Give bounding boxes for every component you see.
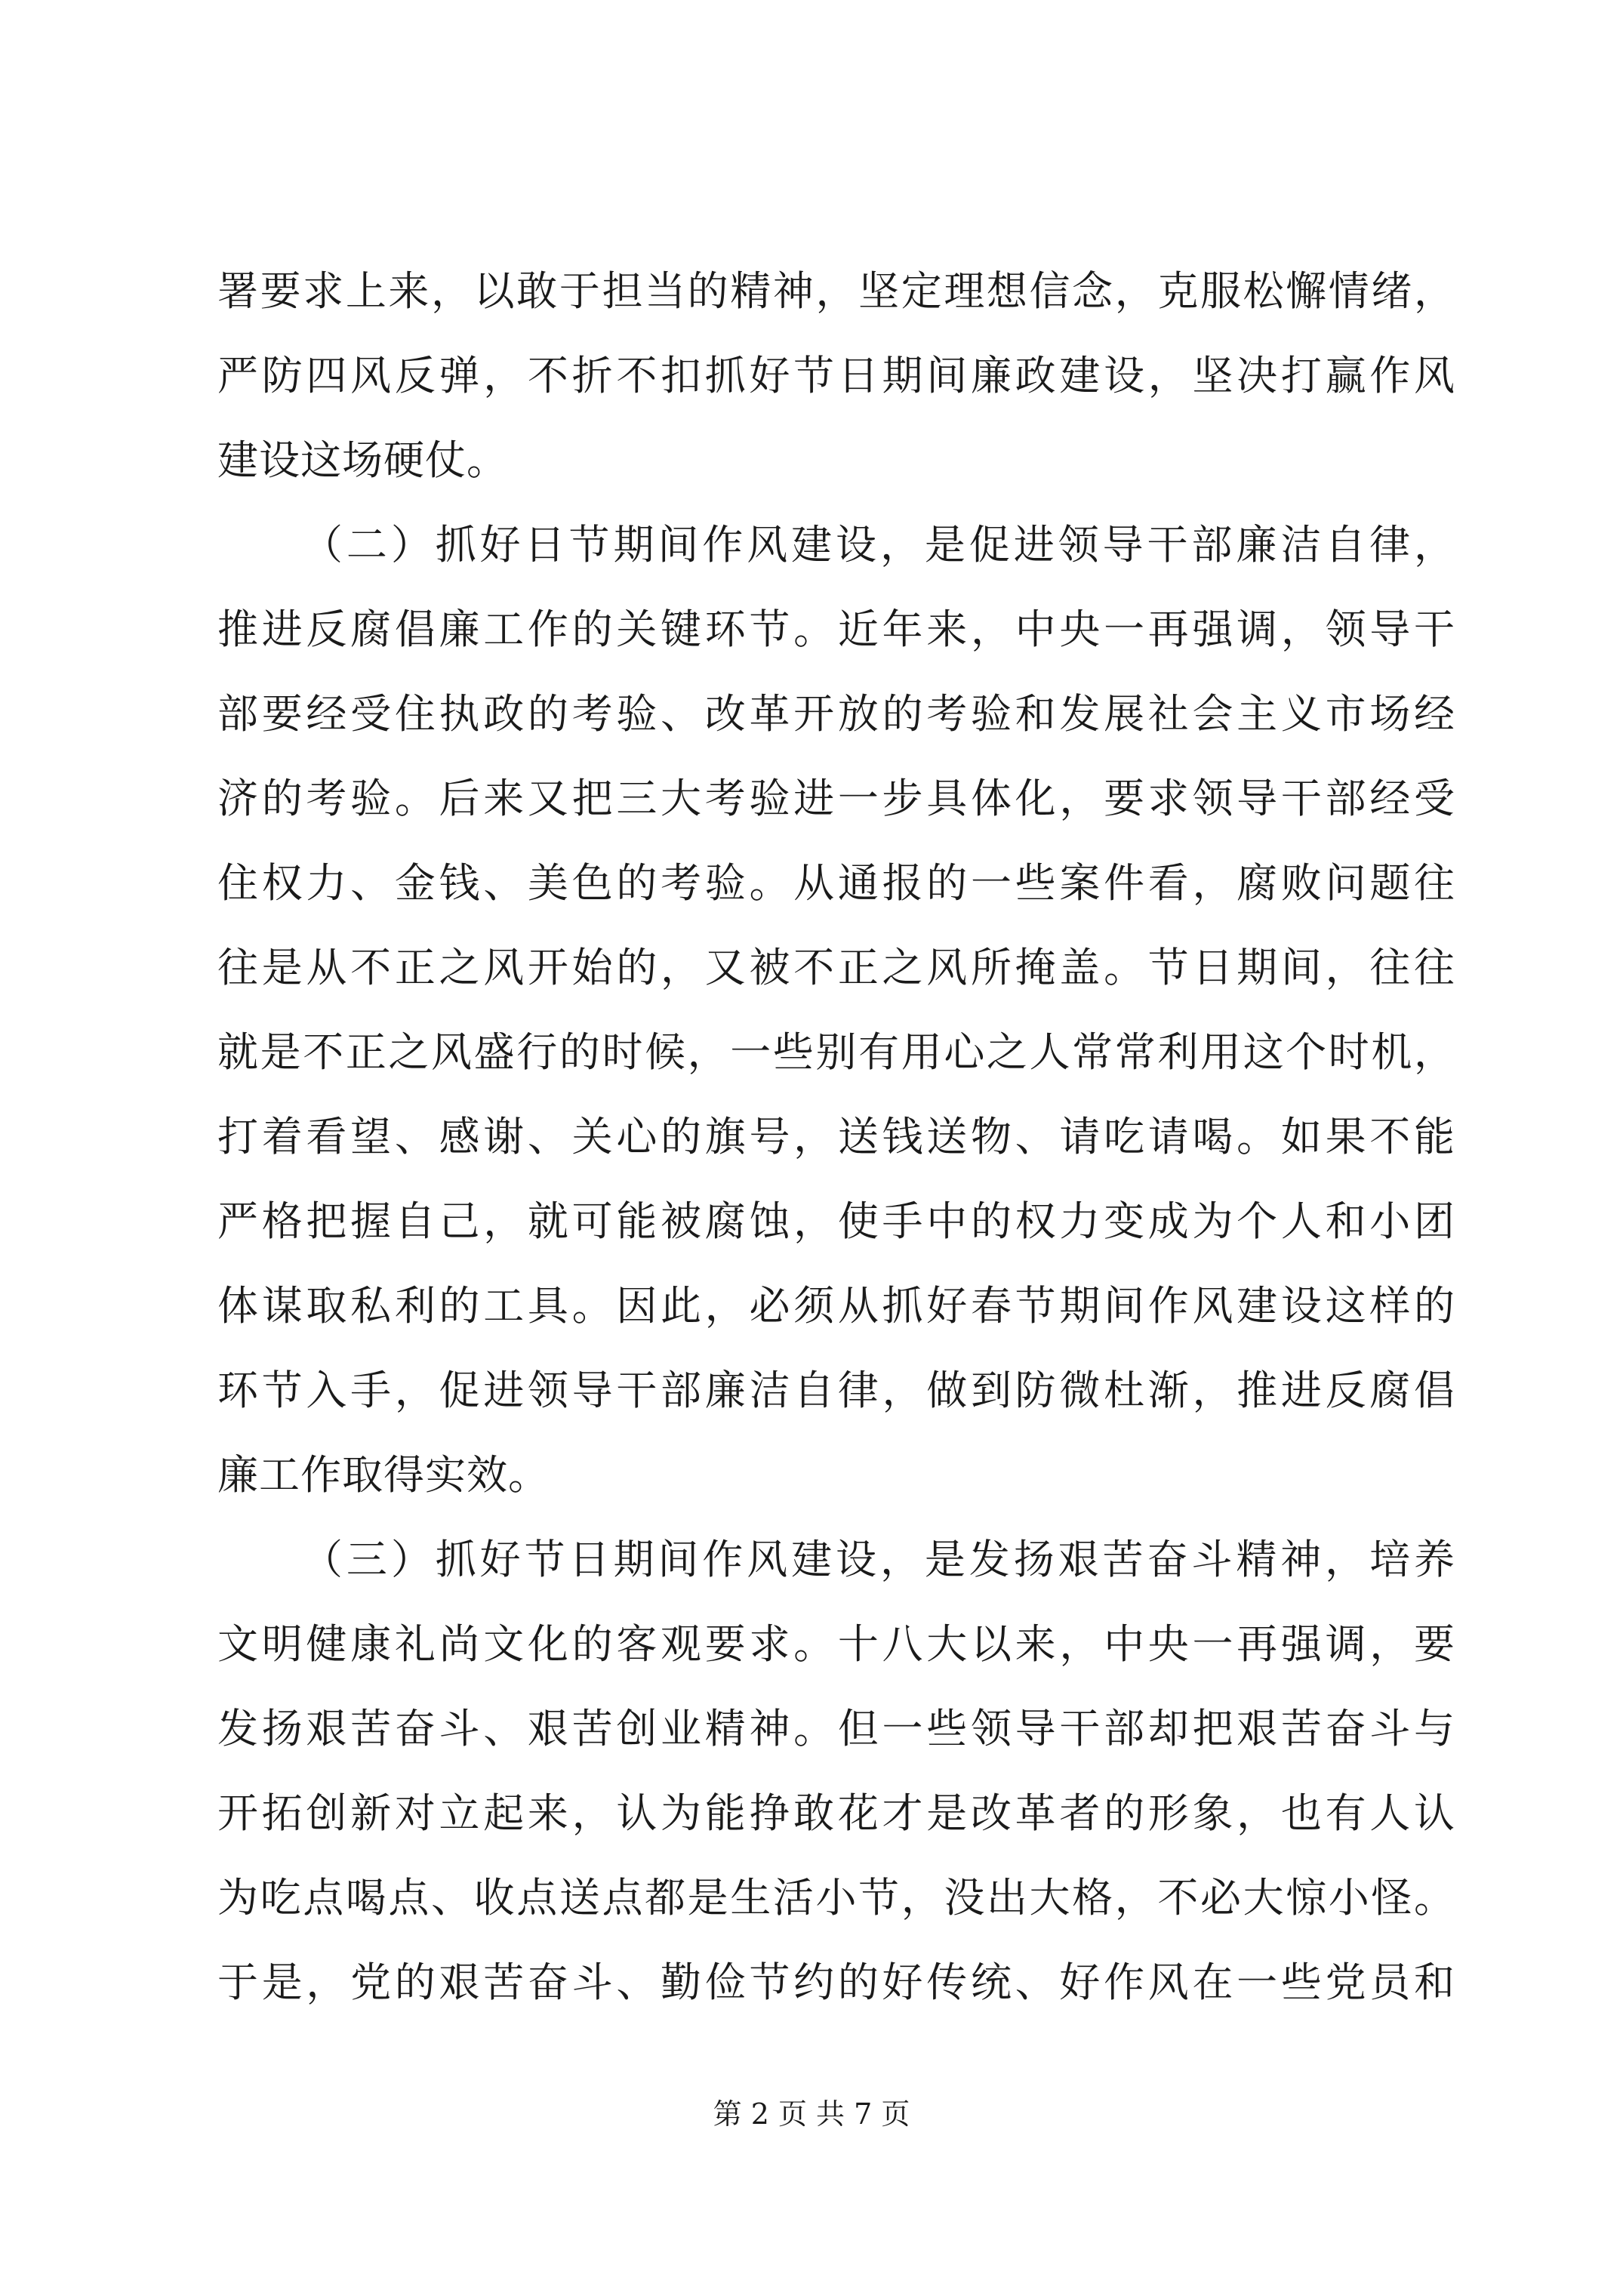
text-line: 就是不正之风盛行的时候，一些别有用心之人常常利用这个时机， bbox=[217, 1028, 1455, 1076]
text-line: 署要求上来，以敢于担当的精神，坚定理想信念，克服松懈情绪， bbox=[217, 267, 1455, 315]
text-line: 建设这场硬仗。 bbox=[217, 436, 508, 484]
text-line: 严防四风反弹，不折不扣抓好节日期间廉政建设，坚决打赢作风 bbox=[217, 352, 1455, 399]
text-line: 于是，党的艰苦奋斗、勤俭节约的好传统、好作风在一些党员和 bbox=[217, 1959, 1455, 2006]
text-line: 开拓创新对立起来，认为能挣敢花才是改革者的形象，也有人认 bbox=[217, 1789, 1455, 1837]
document-body bbox=[217, 249, 1455, 2025]
text-line: 济的考验。后来又把三大考验进一步具体化，要求领导干部经受 bbox=[217, 775, 1455, 822]
text-line: 文明健康礼尚文化的客观要求。十八大以来，中央一再强调，要 bbox=[217, 1620, 1455, 1668]
text-line: 体谋取私利的工具。因此，必须从抓好春节期间作风建设这样的 bbox=[217, 1282, 1455, 1330]
text-line: 环节入手，促进领导干部廉洁自律，做到防微杜渐，推进反腐倡 bbox=[217, 1367, 1455, 1414]
page-number-footer: 第 2 页 共 7 页 bbox=[713, 2097, 910, 2131]
text-line: 推进反腐倡廉工作的关键环节。近年来，中央一再强调，领导干 bbox=[217, 606, 1455, 653]
text-line: 为吃点喝点、收点送点都是生活小节，没出大格，不必大惊小怪。 bbox=[217, 1874, 1455, 1922]
text-line: 部要经受住执政的考验、改革开放的考验和发展社会主义市场经 bbox=[217, 690, 1455, 738]
text-line: 打着看望、感谢、关心的旗号，送钱送物、请吃请喝。如果不能 bbox=[217, 1113, 1455, 1160]
text-line: 往是从不正之风开始的，又被不正之风所掩盖。节日期间，往往 bbox=[217, 944, 1455, 991]
paragraph-start-line: （二）抓好日节期间作风建设，是促进领导干部廉洁自律， bbox=[302, 521, 1455, 569]
text-line: 廉工作取得实效。 bbox=[217, 1451, 550, 1499]
text-line: 发扬艰苦奋斗、艰苦创业精神。但一些领导干部却把艰苦奋斗与 bbox=[217, 1705, 1455, 1752]
text-line: 严格把握自己，就可能被腐蚀，使手中的权力变成为个人和小团 bbox=[217, 1197, 1455, 1245]
text-line: 住权力、金钱、美色的考验。从通报的一些案件看，腐败问题往 bbox=[217, 859, 1455, 907]
paragraph-start-line: （三）抓好节日期间作风建设，是发扬艰苦奋斗精神，培养 bbox=[302, 1536, 1455, 1583]
